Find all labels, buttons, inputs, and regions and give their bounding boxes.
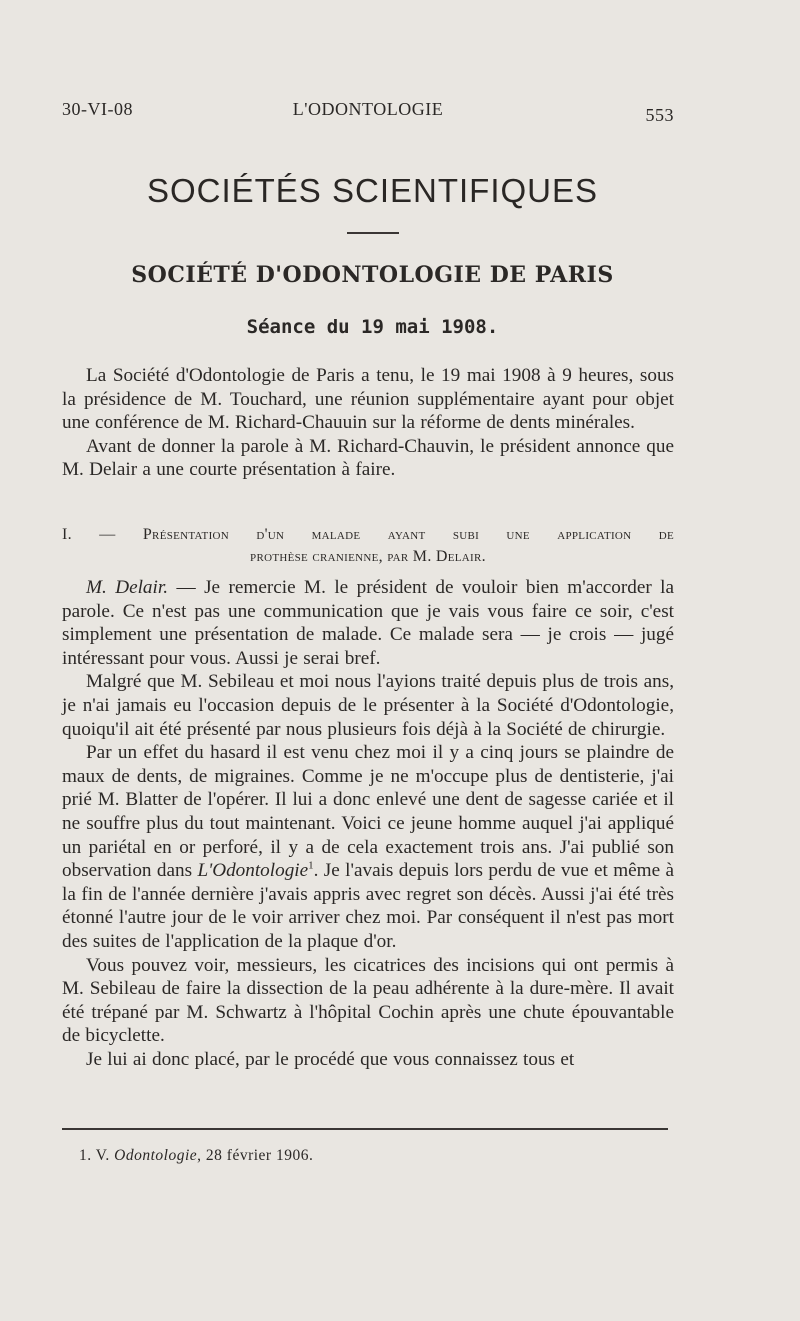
issue-date: 30-VI-08 <box>62 99 133 119</box>
section-heading-line: prothèse cranienne, par M. Delair. <box>250 548 486 565</box>
journal-citation: L'Odontologie <box>197 860 309 882</box>
society-title: SOCIÉTÉ D'ODONTOLOGIE DE PARIS <box>131 262 614 288</box>
paragraph: Je lui ai donc placé, par le procédé que vous connaissez tous et <box>86 1048 575 1070</box>
section-heading <box>62 524 674 568</box>
title-divider <box>347 232 399 234</box>
paragraph-text: — Je remercie M. le président de vouloir bien m'accorder la parole. Ce n'est pas une communication que je vais vous faire ce soir, c'est simplement une présentation de malade. Ce malade sera — je crois — jugé intéressant pour vous. Aussi je serai bref. <box>62 577 675 669</box>
section-heading-line: I. — Présentation d'un malade ayant subi une application de <box>62 526 674 543</box>
paragraph: Malgré que M. Sebileau et moi nous l'ayions traité depuis plus de trois ans, je n'ai jamais eu l'occasion depuis de le présenter à la Société d'Odontologie, quoiqu'il ait été présenté par nous plusieurs fois déjà à la Société de chirurgie. <box>62 671 674 740</box>
paragraph: Avant de donner la parole à M. Richard-Chauvin, le président annonce que M. Delair a une courte présentation à faire. <box>62 435 674 481</box>
paragraph <box>62 576 674 670</box>
footnote-rest: , 28 février 1906. <box>197 1147 314 1164</box>
footnote <box>79 1147 639 1165</box>
paragraph: Vous pouvez voir, messieurs, les cicatrices des incisions qui ont permis à M. Sebileau de faire la dissection de la peau adhérente à la dure-mère. Il avait été trépané par M. Schwartz à l'hôpital Cochin après une chute épouvantable de bicyclette. <box>62 954 674 1047</box>
journal-name: L'ODONTOLOGIE <box>292 99 444 119</box>
footnote-prefix: 1. V. <box>79 1147 115 1164</box>
paragraph <box>62 741 674 953</box>
speaker-name: M. Delair. <box>86 577 168 598</box>
speech-text <box>62 576 674 1071</box>
intro-text <box>62 364 674 482</box>
footnote-divider <box>62 1128 668 1130</box>
paragraph-text: . Je l'avais depuis lors perdu de vue et même à la fin de l'année dernière j'avais appris avec regret son décès. Aussi j'ai été très étonné l'autre jour de le voir arriver chez moi. Par conséquent il n'est pas mort des suites de l'application de la plaque d'or. <box>62 860 674 952</box>
footnote-journal: Odontologie <box>114 1147 198 1164</box>
paragraph-text: Par un effet du hasard il est venu chez moi il y a cinq jours se plaindre de maux de dents, de migraines. Comme je ne m'occupe plus de dentisterie, j'ai prié M. Blatter de l'opérer. Il lui a donc enlevé une dent de sagesse cariée et il ne souffre plus du tout maintenant. Voici ce jeune homme auquel j'ai appliqué un pariétal en or perforé, il y a de cela exactement trois ans. J'ai publié son observation dans <box>62 742 674 882</box>
page-number: 553 <box>645 105 674 125</box>
page-title: SOCIÉTÉS SCIENTIFIQUES <box>146 172 599 209</box>
paragraph: La Société d'Odontologie de Paris a tenu, le 19 mai 1908 à 9 heures, sous la présidence de M. Touchard, une réunion supplémentaire ayant pour objet une conférence de M. Richard-Chauuin sur la réforme de dents minérales. <box>62 365 674 434</box>
running-head <box>62 97 674 127</box>
session-date: Séance du 19 mai 1908. <box>246 316 499 338</box>
footnote-marker: 1 <box>308 859 314 872</box>
